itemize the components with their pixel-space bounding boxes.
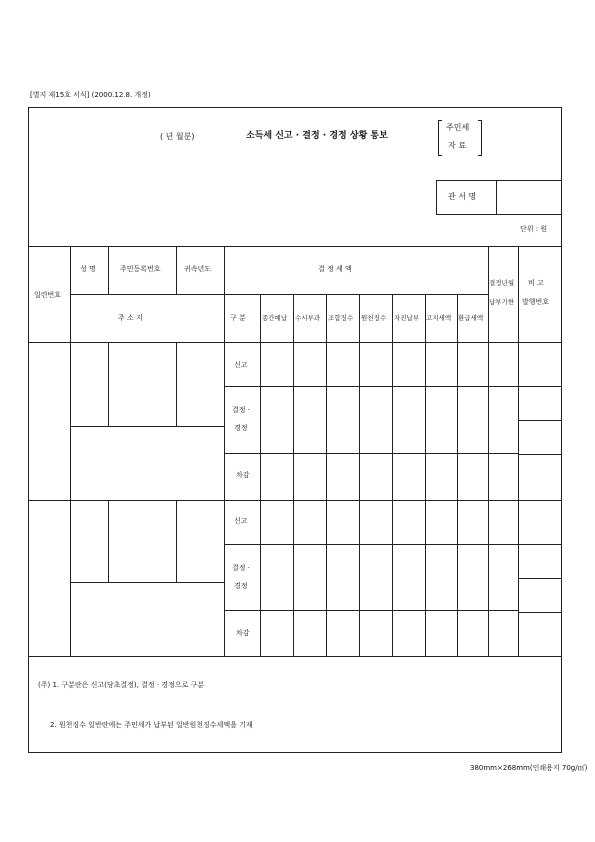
remark-col-line xyxy=(518,246,519,656)
office-box-top xyxy=(436,180,562,181)
name-col-line-g2 xyxy=(108,500,109,582)
header-decision-date: 결정년월 xyxy=(489,279,515,287)
right-col-line-3 xyxy=(518,454,562,455)
header-due-date: 납부기한 xyxy=(489,298,515,306)
serial-col-line xyxy=(70,246,71,656)
amount-col-line-6 xyxy=(425,294,426,656)
g2-label-decision-a: 결정 · xyxy=(232,564,250,572)
amount-col-line-5 xyxy=(392,294,393,656)
unit-label: 단위 : 원 xyxy=(520,225,548,233)
resident-tax-stamp xyxy=(438,120,482,156)
right-col-line-6 xyxy=(518,612,562,613)
office-box-bottom xyxy=(436,214,562,215)
paper-spec: 380mm×268mm(인쇄용지 70g/㎡) xyxy=(470,764,588,772)
g2-label-decision-b: 경정 xyxy=(234,582,248,590)
category-col-line xyxy=(224,294,225,656)
g1-label-decision-b: 경정 xyxy=(234,424,248,432)
office-label: 관 서 명 xyxy=(448,192,477,201)
name-col-line-top xyxy=(108,246,109,294)
rrn-col-line-g1 xyxy=(176,342,177,426)
right-col-line-1 xyxy=(518,386,562,387)
stamp-bracket-left xyxy=(438,120,442,156)
g1-label-diff: 차감 xyxy=(236,471,250,479)
amount-col-line-1 xyxy=(260,294,261,656)
table-bottom-line xyxy=(28,656,562,657)
g2-label-report: 신고 xyxy=(234,517,248,525)
amount-col-line-2 xyxy=(293,294,294,656)
g1-row-line-2 xyxy=(224,453,518,454)
header-remark: 비 고 xyxy=(528,279,544,287)
header-tax-amount: 결 정 세 액 xyxy=(318,265,352,273)
form-reference: [별지 제15호 서식] (2000.12.8. 개정) xyxy=(30,91,151,99)
header-category: 구 분 xyxy=(230,314,246,322)
g2-row-line-2 xyxy=(224,610,518,611)
stamp-line2: 자 료 xyxy=(448,141,466,150)
g1-left-line xyxy=(70,426,224,427)
header-year: 귀속년도 xyxy=(184,265,212,273)
header-col-5: 자진납부 xyxy=(394,314,420,322)
header-col-6: 고지세액 xyxy=(426,314,452,322)
amount-col-line-7 xyxy=(457,294,458,656)
note-2: 2. 원천징수 일반란에는 주민세가 납부된 일반원천징수세액을 기재 xyxy=(50,721,253,729)
g1-label-decision-a: 결정 · xyxy=(232,406,250,414)
g1-row-line-1 xyxy=(224,386,518,387)
g2-left-line xyxy=(70,582,224,583)
header-issue-no: 발행번호 xyxy=(522,298,550,306)
rrn-col-line-top xyxy=(176,246,177,294)
right-col-line-4 xyxy=(518,544,562,545)
rrn-col-line-g2 xyxy=(176,500,177,582)
office-box-left xyxy=(436,180,437,214)
g2-label-diff: 차감 xyxy=(236,629,250,637)
name-col-line-g1 xyxy=(108,342,109,426)
g1-label-report: 신고 xyxy=(234,361,248,369)
header-col-3: 조합징수 xyxy=(328,314,354,322)
header-col-7: 환급세액 xyxy=(458,314,484,322)
amount-col-line-4 xyxy=(359,294,360,656)
office-box-divider xyxy=(496,180,497,214)
header-col-1: 종간예납 xyxy=(262,314,288,322)
stamp-line1: 주민세 xyxy=(446,123,470,132)
form-title: 소득세 신고 · 결정 · 경정 상황 통보 xyxy=(246,131,388,141)
right-col-line-5 xyxy=(518,578,562,579)
title-period: ( 년 월분) xyxy=(160,132,195,141)
stamp-bracket-right xyxy=(478,120,482,156)
note-1: (주) 1. 구분란은 신고(당초결정), 결정 · 경정으로 구분 xyxy=(38,681,205,689)
header-col-4: 원천징수 xyxy=(361,314,387,322)
g2-row-line-1 xyxy=(224,544,518,545)
header-serial: 일련번호 xyxy=(34,291,62,299)
header-col-2: 수시부과 xyxy=(295,314,321,322)
amount-col-line-3 xyxy=(326,294,327,656)
decision-col-line xyxy=(488,246,489,656)
header-name: 성 명 xyxy=(80,265,96,273)
header-address: 주 소 지 xyxy=(118,314,143,322)
year-col-line-top xyxy=(224,246,225,294)
right-col-line-2 xyxy=(518,420,562,421)
header-rrn: 주민등록번호 xyxy=(120,265,161,273)
